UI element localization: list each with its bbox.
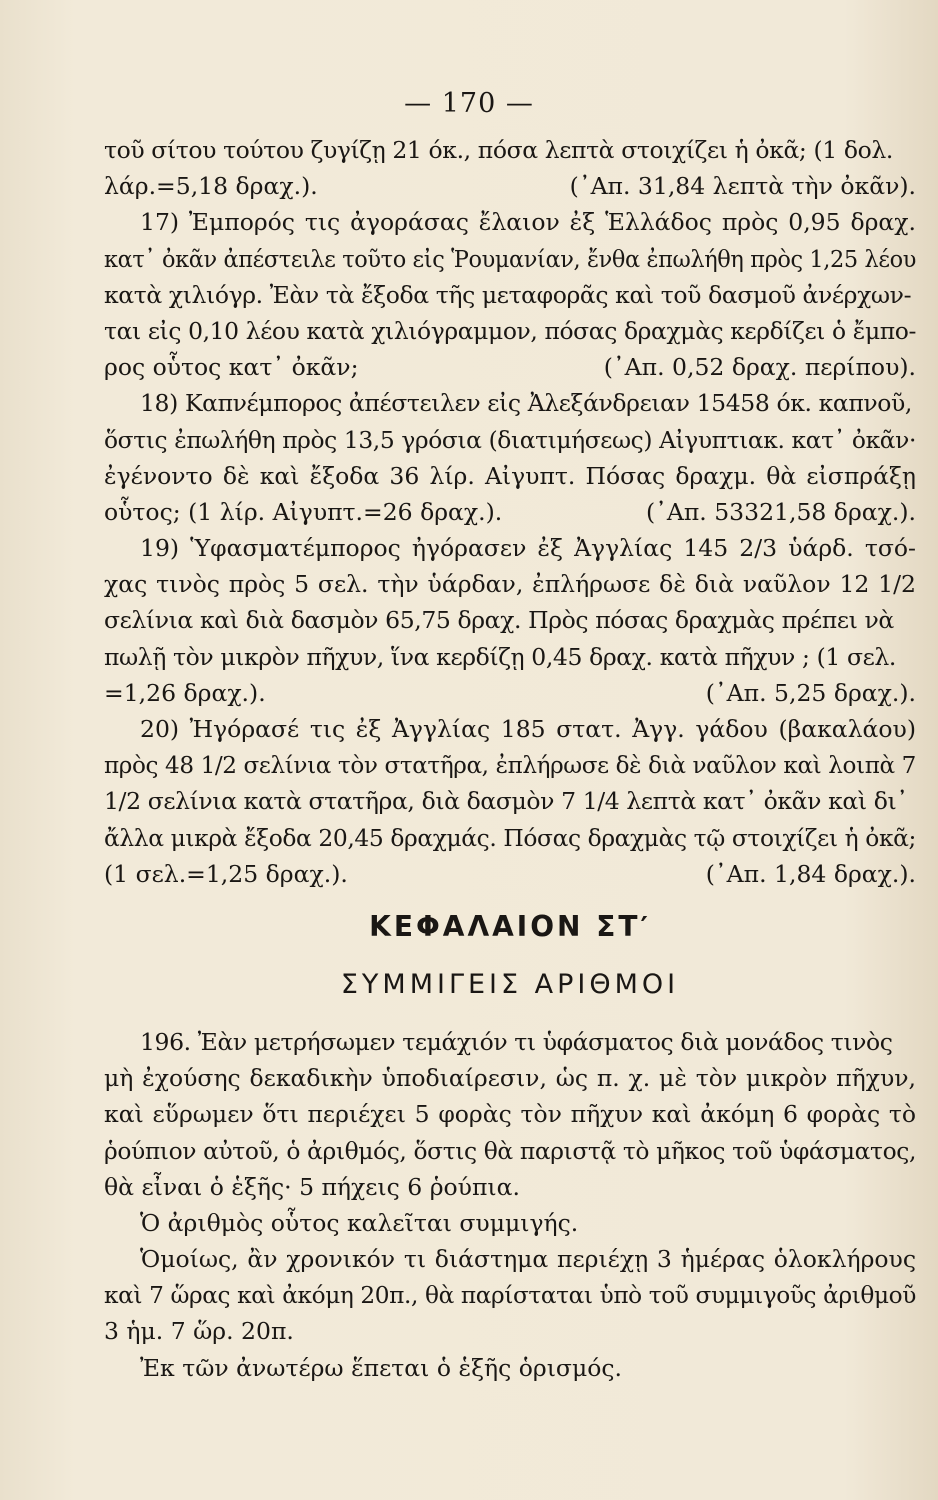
text-line	[104, 530, 916, 566]
line-text: σελίνια καὶ διὰ δασμὸν 65,75 δραχ. Πρὸς πόσας δραχμὰς πρέπει νὰ	[104, 606, 894, 635]
chapter-title: ΚΕΦΑΛΑΙΟΝ ΣΤ′	[369, 909, 651, 943]
text-line	[104, 856, 916, 892]
text-line	[104, 675, 916, 711]
spacer	[104, 1014, 916, 1024]
text-line	[104, 566, 916, 602]
text-line	[104, 277, 916, 313]
line-text: ἄλλα μικρὰ ἔξοδα 20,45 δραχμάς. Πόσας δραχμὰς τῷ στοιχίζει ἡ ὀκᾶ;	[104, 823, 916, 852]
answer-text: (᾿Απ. 0,52 δραχ. περίπου).	[603, 353, 916, 382]
text-line	[104, 747, 916, 783]
section-196-block	[104, 1024, 916, 1386]
text-line	[104, 1096, 916, 1132]
exercises-block	[104, 132, 916, 892]
text-line	[104, 820, 916, 856]
line-text: Ὁμοίως, ἂν χρονικόν τι διάστημα περιέχῃ 3 ἡμέρας ὁλοκλήρους	[140, 1245, 916, 1274]
line-text: ῥούπιον αὐτοῦ, ὁ ἀριθμός, ὅστις θὰ παριστᾷ τὸ μῆκος τοῦ ὑφάσματος,	[104, 1136, 916, 1165]
line-text: ρος οὗτος κατ᾿ ὀκᾶν;	[104, 353, 359, 382]
text-line	[104, 313, 916, 349]
answer-text: (᾿Απ. 53321,58 δραχ.).	[645, 497, 916, 526]
line-text: καὶ εὕρωμεν ὅτι περιέχει 5 φορὰς τὸν πῆχυν καὶ ἀκόμη 6 φορὰς τὸ	[104, 1100, 916, 1129]
line-text: ἐγένοντο δὲ καὶ ἔξοδα 36 λίρ. Αἰγυπτ. Πόσας δραχμ. θὰ εἰσπράξῃ	[104, 461, 916, 490]
line-text: 1/2 σελίνια κατὰ στατῆρα, διὰ δασμὸν 7 1/4 λεπτὰ κατ᾿ ὀκᾶν καὶ δι᾿	[104, 787, 908, 816]
line-text: Ὁ ἀριθμὸς οὗτος καλεῖται συμμιγής.	[140, 1208, 579, 1237]
line-text: θὰ εἶναι ὁ ἑξῆς· 5 πήχεις 6 ῥούπια.	[104, 1172, 520, 1201]
page-number: — 170 —	[404, 88, 534, 119]
line-text: 196. Ἐὰν μετρήσωμεν τεμάχιόν τι ὑφάσματος διὰ μονάδος τινὸς	[140, 1027, 893, 1056]
answer-text: (᾿Απ. 1,84 δραχ.).	[705, 859, 916, 888]
text-line	[104, 1313, 916, 1349]
text-line	[104, 385, 916, 421]
text-line	[104, 168, 916, 204]
line-text: Ἐκ τῶν ἀνωτέρω ἕπεται ὁ ἑξῆς ὁρισμός.	[140, 1353, 623, 1382]
line-text: 19) Ὑφασματέμπορος ἠγόρασεν ἐξ Ἀγγλίας 145 2/3 ὑάρδ. τσό-	[140, 534, 916, 563]
text-line	[104, 1024, 916, 1060]
text-line	[104, 132, 916, 168]
text-line	[104, 494, 916, 530]
text-line	[104, 204, 916, 240]
line-text: λάρ.=5,18 δραχ.).	[104, 172, 318, 201]
answer-text: (᾿Απ. 31,84 λεπτὰ τὴν ὀκᾶν).	[569, 172, 916, 201]
line-text: πωλῇ τὸν μικρὸν πῆχυν, ἵνα κερδίζῃ 0,45 δραχ. κατὰ πῆχυν ; (1 σελ.	[104, 642, 896, 671]
text-line	[104, 422, 916, 458]
text-line	[104, 349, 916, 385]
text-line	[104, 1205, 916, 1241]
line-text: ὅστις ἐπωλήθη πρὸς 13,5 γρόσια (διατιμήσεως) Αἰγυπτιακ. κατ᾿ ὀκᾶν·	[104, 425, 916, 454]
text-line	[104, 241, 916, 277]
text-line	[104, 639, 916, 675]
text-line	[104, 1241, 916, 1277]
line-text: πρὸς 48 1/2 σελίνια τὸν στατῆρα, ἐπλήρωσε δὲ διὰ ναῦλον καὶ λοιπὰ 7	[104, 751, 916, 780]
text-line	[104, 1060, 916, 1096]
text-line	[104, 711, 916, 747]
text-line	[104, 1133, 916, 1169]
line-text: μὴ ἐχούσης δεκαδικὴν ὑποδιαίρεσιν, ὡς π. χ. μὲ τὸν μικρὸν πῆχυν,	[104, 1064, 916, 1093]
line-text: 3 ἡμ. 7 ὥρ. 20π.	[104, 1317, 294, 1346]
line-text: (1 σελ.=1,25 δραχ.).	[104, 859, 348, 888]
line-text: 20) Ἠγόρασέ τις ἐξ Ἀγγλίας 185 στατ. Ἀγγ. γάδου (βακαλάου)	[140, 715, 916, 743]
text-line	[104, 1350, 916, 1386]
line-text: κατὰ χιλιόγρ. Ἐὰν τὰ ἔξοδα τῆς μεταφορᾶς καὶ τοῦ δασμοῦ ἀνέρχων-	[104, 280, 912, 309]
text-line	[104, 783, 916, 819]
line-text: 18) Καπνέμπορος ἀπέστειλεν εἰς Ἀλεξάνδρειαν 15458 όκ. καπνοῦ,	[140, 389, 913, 418]
line-text: ται εἰς 0,10 λέου κατὰ χιλιόγραμμον, πόσας δραχμὰς κερδίζει ὁ ἔμπο-	[104, 316, 916, 345]
line-text: 17) Ἐμπορός τις ἀγοράσας ἔλαιον ἐξ Ἑλλάδος πρὸς 0,95 δραχ.	[140, 208, 916, 237]
line-text: =1,26 δραχ.).	[104, 678, 266, 707]
chapter-subtitle: ΣΥΜΜΙΓΕΙΣ ΑΡΙΘΜΟΙ	[340, 968, 680, 1000]
body-text	[104, 132, 916, 1386]
line-text: τοῦ σίτου τούτου ζυγίζῃ 21 όκ., πόσα λεπτὰ στοιχίζει ἡ ὀκᾶ; (1 δολ.	[104, 136, 893, 164]
line-text: χας τινὸς πρὸς 5 σελ. τὴν ὑάρδαν, ἐπλήρωσε δὲ διὰ ναῦλον 12 1/2	[104, 570, 916, 599]
line-text: οὗτος; (1 λίρ. Αἰγυπτ.=26 δραχ.).	[104, 497, 503, 526]
answer-text: (᾿Απ. 5,25 δραχ.).	[705, 678, 916, 707]
text-line	[104, 1277, 916, 1313]
text-line	[104, 602, 916, 638]
text-line	[104, 1169, 916, 1205]
line-text: κατ᾿ ὀκᾶν ἀπέστειλε τοῦτο εἰς Ῥουμανίαν, ἔνθα ἐπωλήθη πρὸς 1,25 λέου	[104, 244, 916, 273]
line-text: καὶ 7 ὥρας καὶ ἀκόμη 20π., θὰ παρίσταται ὑπὸ τοῦ συμμιγοῦς ἀριθμοῦ	[104, 1281, 916, 1310]
text-line	[104, 458, 916, 494]
